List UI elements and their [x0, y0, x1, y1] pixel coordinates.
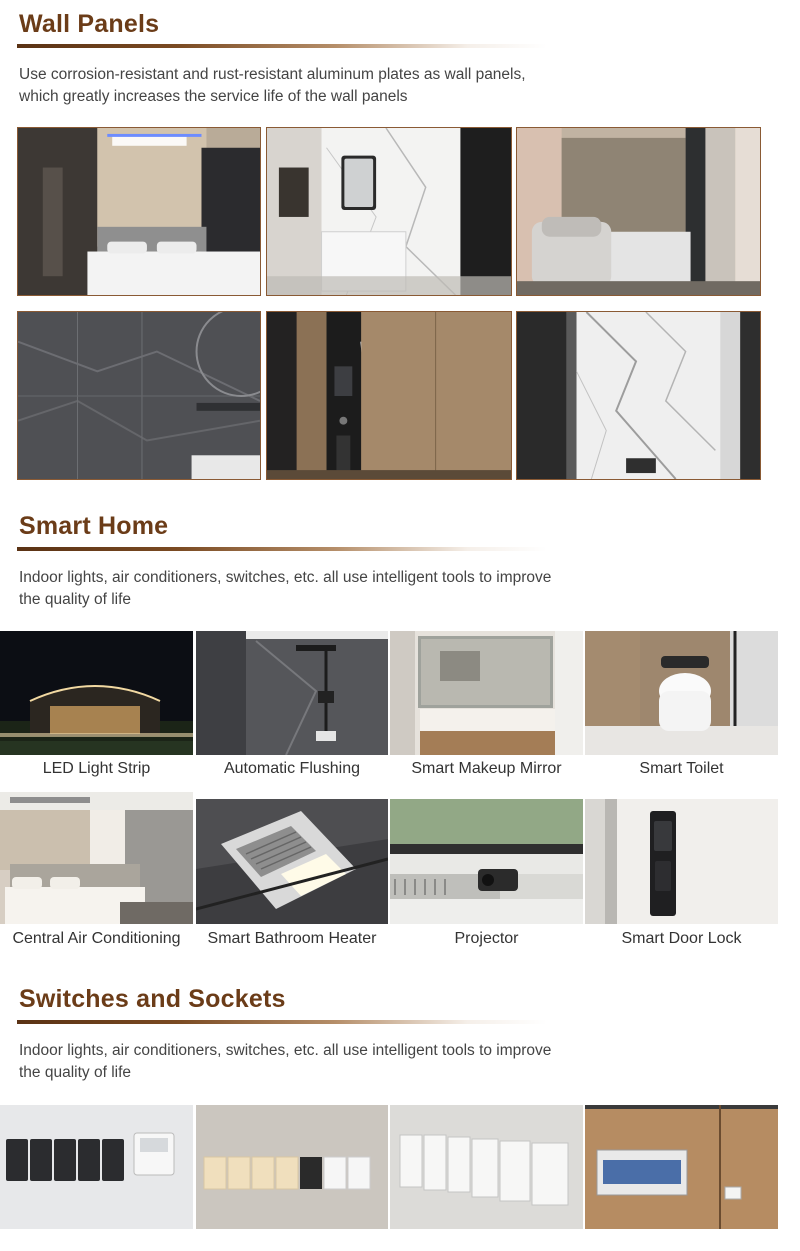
caption-smart-makeup-mirror: Smart Makeup Mirror: [411, 760, 562, 777]
wall-panels-description-line-1: Use corrosion-resistant and rust-resistant aluminum plates as wall panels,: [19, 66, 526, 83]
wall-panel-photo-bedroom: [17, 127, 261, 296]
smart-home-photo-smart-makeup-mirror: [390, 631, 583, 755]
switches-photo-black-panels: [0, 1105, 193, 1229]
smart-home-photo-projector: [390, 799, 583, 924]
caption-smart-door-lock: Smart Door Lock: [621, 930, 742, 947]
caption-projector: Projector: [454, 930, 519, 947]
wall-panels-description: [19, 64, 699, 108]
smart-home-title: Smart Home: [19, 512, 169, 540]
wall-panel-photo-shower-column: [266, 311, 512, 480]
caption-smart-bathroom-heater: Smart Bathroom Heater: [207, 930, 377, 947]
smart-home-photo-smart-toilet: [585, 631, 778, 755]
smart-home-photo-smart-bathroom-heater: [196, 799, 388, 924]
switches-sockets-title-rule: [17, 1020, 547, 1024]
switches-photo-distribution-box: [585, 1105, 778, 1229]
switches-sockets-description: [19, 1040, 699, 1084]
smart-home-description-line-1: Indoor lights, air conditioners, switches, etc. all use intelligent tools to improve: [19, 569, 552, 586]
smart-home-description-line-2: the quality of life: [19, 591, 132, 608]
wall-panel-photo-bathroom-vanity: [266, 127, 512, 296]
switches-sockets-description-line-2: the quality of life: [19, 1064, 132, 1081]
caption-smart-toilet: Smart Toilet: [639, 760, 724, 777]
switches-photo-cream-panels: [196, 1105, 388, 1229]
smart-home-photo-automatic-flushing: [196, 631, 388, 755]
caption-automatic-flushing: Automatic Flushing: [223, 760, 361, 777]
smart-home-photo-led-light-strip: [0, 631, 193, 755]
switches-sockets-description-line-1: Indoor lights, air conditioners, switches, etc. all use intelligent tools to improve: [19, 1042, 552, 1059]
wall-panel-photo-dark-marble: [17, 311, 261, 480]
wall-panels-title: Wall Panels: [19, 10, 160, 38]
smart-home-photo-central-air-conditioning: [0, 792, 193, 924]
wall-panels-description-line-2: which greatly increases the service life of the wall panels: [19, 88, 408, 105]
switches-sockets-title: Switches and Sockets: [19, 985, 286, 1013]
smart-home-description: [19, 567, 699, 611]
smart-home-title-rule: [17, 547, 547, 551]
caption-led-light-strip: LED Light Strip: [42, 760, 151, 777]
wall-panels-title-rule: [17, 44, 547, 48]
wall-panel-photo-living-corner: [516, 127, 761, 296]
wall-panel-photo-white-marble: [516, 311, 761, 480]
switches-photo-white-panels: [390, 1105, 583, 1229]
caption-central-air-conditioning: Central Air Conditioning: [12, 930, 181, 947]
smart-home-photo-smart-door-lock: [585, 799, 778, 924]
